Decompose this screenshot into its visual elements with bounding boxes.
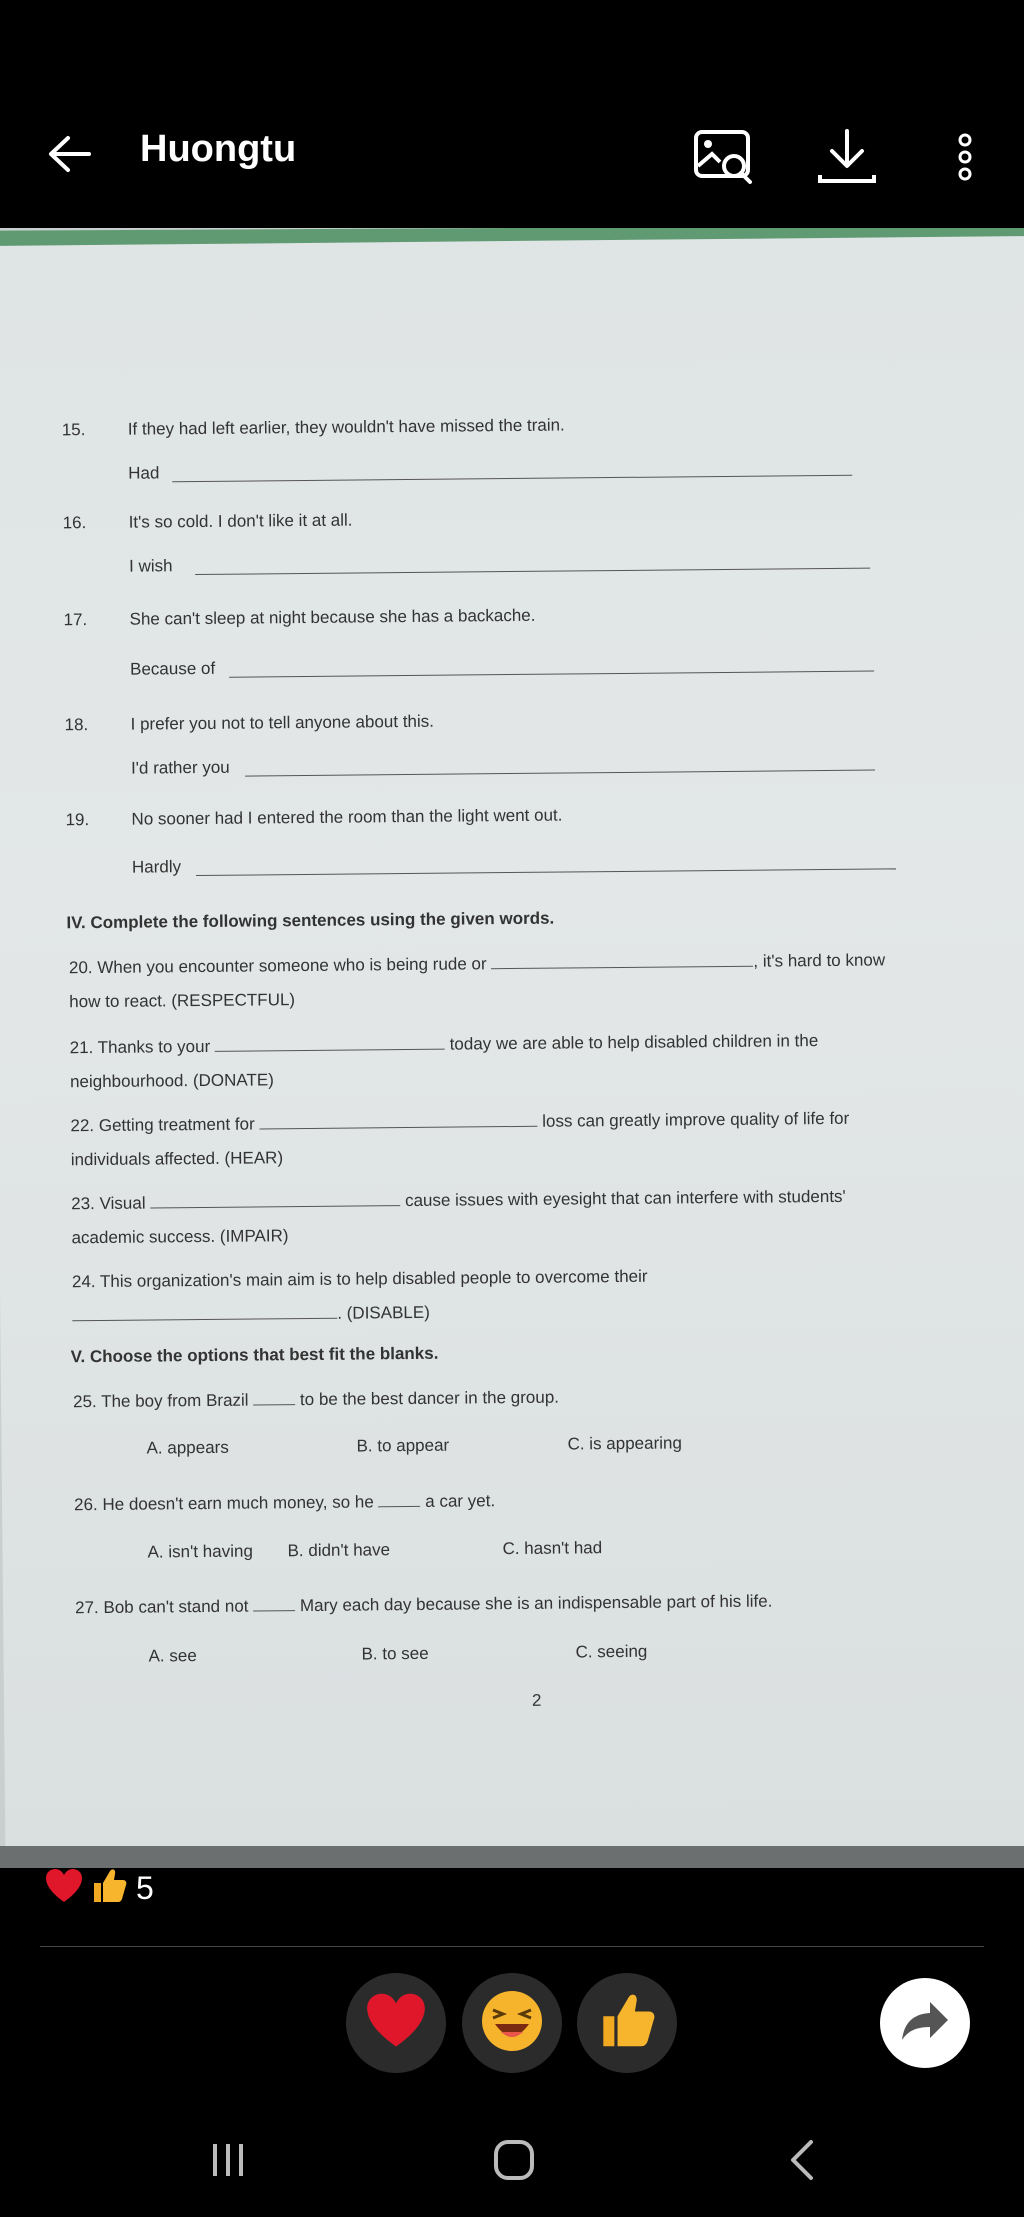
worksheet-photo[interactable] [0,228,1024,1868]
question-22 [70,1100,991,1177]
fill-blank [253,1390,295,1405]
answer-prompt: Because of [129,658,216,679]
sentence-start: 20. When you encounter someone who is being rude or [68,954,487,978]
sentence-start: 24. This organization's main aim is to help disabled people to overcome their [71,1266,648,1292]
download-icon[interactable] [812,122,882,192]
reaction-count: 5 [136,1869,154,1906]
heart-reaction-icon [364,1992,428,2055]
thumbs-up-icon [90,1867,128,1910]
sentence-start: 27. Bob can't stand not [74,1596,249,1618]
option-c: C. hasn't had [502,1538,603,1559]
fill-blank [72,1304,337,1322]
section-v-heading: V. Choose the options that best fit the blanks. [70,1343,439,1367]
fill-blank [491,952,753,970]
laughing-reaction-icon [479,1988,545,2059]
option-a: A. isn't having [147,1541,253,1562]
heart-reaction-button[interactable] [346,1973,446,2073]
fill-blank [150,1191,400,1208]
option-b: B. didn't have [287,1540,391,1561]
sentence-end: Mary each day because she is an indispensable part of his life. [299,1591,773,1616]
sentence-end: loss can greatly improve quality of life for [542,1108,850,1131]
answer-prompt: I'd rather you [130,757,230,778]
sentence-start: 22. Getting treatment for [70,1114,255,1136]
question-27 [75,1582,995,1625]
app-bar [0,0,1024,228]
option-c: C. is appearing [567,1433,682,1454]
more-vert-icon[interactable] [930,122,1000,192]
question-number: 19. [65,810,90,830]
question-26 [74,1479,994,1522]
sentence-end: . (DISABLE) [337,1302,430,1323]
worksheet-paper [0,236,1024,1866]
heart-icon [44,1868,84,1909]
divider [40,1946,984,1947]
option-b: B. to see [361,1643,429,1664]
recent-apps-icon[interactable] [198,2130,258,2190]
image-search-icon[interactable] [690,122,760,192]
question-text: No sooner had I entered the room than the light went out. [131,805,563,829]
question-text: She can't sleep at night because she has a backache. [129,605,536,629]
answer-line [195,568,870,575]
like-reaction-button[interactable] [577,1973,677,2073]
laugh-reaction-button[interactable] [462,1973,562,2073]
question-21 [70,1022,991,1099]
share-button[interactable] [880,1978,970,2068]
question-text: If they had left earlier, they wouldn't have missed the train. [127,415,565,439]
fill-blank [259,1112,537,1130]
sentence-end: a car yet. [425,1491,496,1511]
page-number: 2 [531,1690,542,1710]
back-arrow-icon[interactable] [40,125,98,183]
sentence-line2: neighbourhood. (DONATE) [69,1070,274,1092]
sentence-line2: how to react. (RESPECTFUL) [69,990,296,1012]
question-25 [73,1376,993,1419]
sentence-end: to be the best dancer in the group. [299,1387,560,1410]
home-icon[interactable] [484,2130,544,2190]
fill-blank [378,1492,420,1507]
question-number: 15. [61,420,86,440]
answer-prompt: Hardly [131,857,182,877]
sentence-start: 26. He doesn't earn much money, so he [73,1492,374,1515]
sentence-end: cause issues with eyesight that can interfere with students' [404,1186,846,1211]
fill-blank [253,1596,295,1611]
option-a: A. appears [146,1437,229,1458]
section-iv-heading: IV. Complete the following sentences using the given words. [66,908,555,933]
option-a: A. see [148,1646,197,1666]
question-23 [71,1178,992,1255]
answer-line [196,868,896,876]
sentence-line2: academic success. (IMPAIR) [71,1226,289,1248]
nav-back-icon[interactable] [772,2130,832,2190]
reaction-summary[interactable] [44,1868,154,1908]
sentence-end: , it's hard to know [753,950,886,971]
question-24 [72,1256,993,1333]
answer-prompt: Had [128,463,160,483]
page-title: Huongtu [140,128,297,170]
sentence-start: 21. Thanks to your [69,1036,211,1058]
like-reaction-icon [597,1991,657,2056]
question-number: 18. [64,715,89,735]
photo-bottom-edge [0,1846,1024,1868]
option-b: B. to appear [356,1435,450,1456]
question-text: It's so cold. I don't like it at all. [128,510,353,532]
question-20 [69,942,990,1019]
question-text: I prefer you not to tell anyone about this. [130,711,435,734]
fill-blank [215,1035,445,1052]
option-c: C. seeing [575,1641,648,1662]
answer-line [245,770,875,777]
question-number: 16. [62,513,87,533]
sentence-start: 23. Visual [71,1193,146,1214]
answer-line [229,671,874,678]
sentence-end: today we are able to help disabled children in the [449,1031,819,1054]
sentence-line2: individuals affected. (HEAR) [70,1148,284,1170]
question-number: 17. [63,610,88,630]
share-icon [900,2000,950,2047]
answer-line [172,475,852,483]
sentence-start: 25. The boy from Brazil [73,1390,249,1412]
answer-prompt: I wish [128,556,173,576]
